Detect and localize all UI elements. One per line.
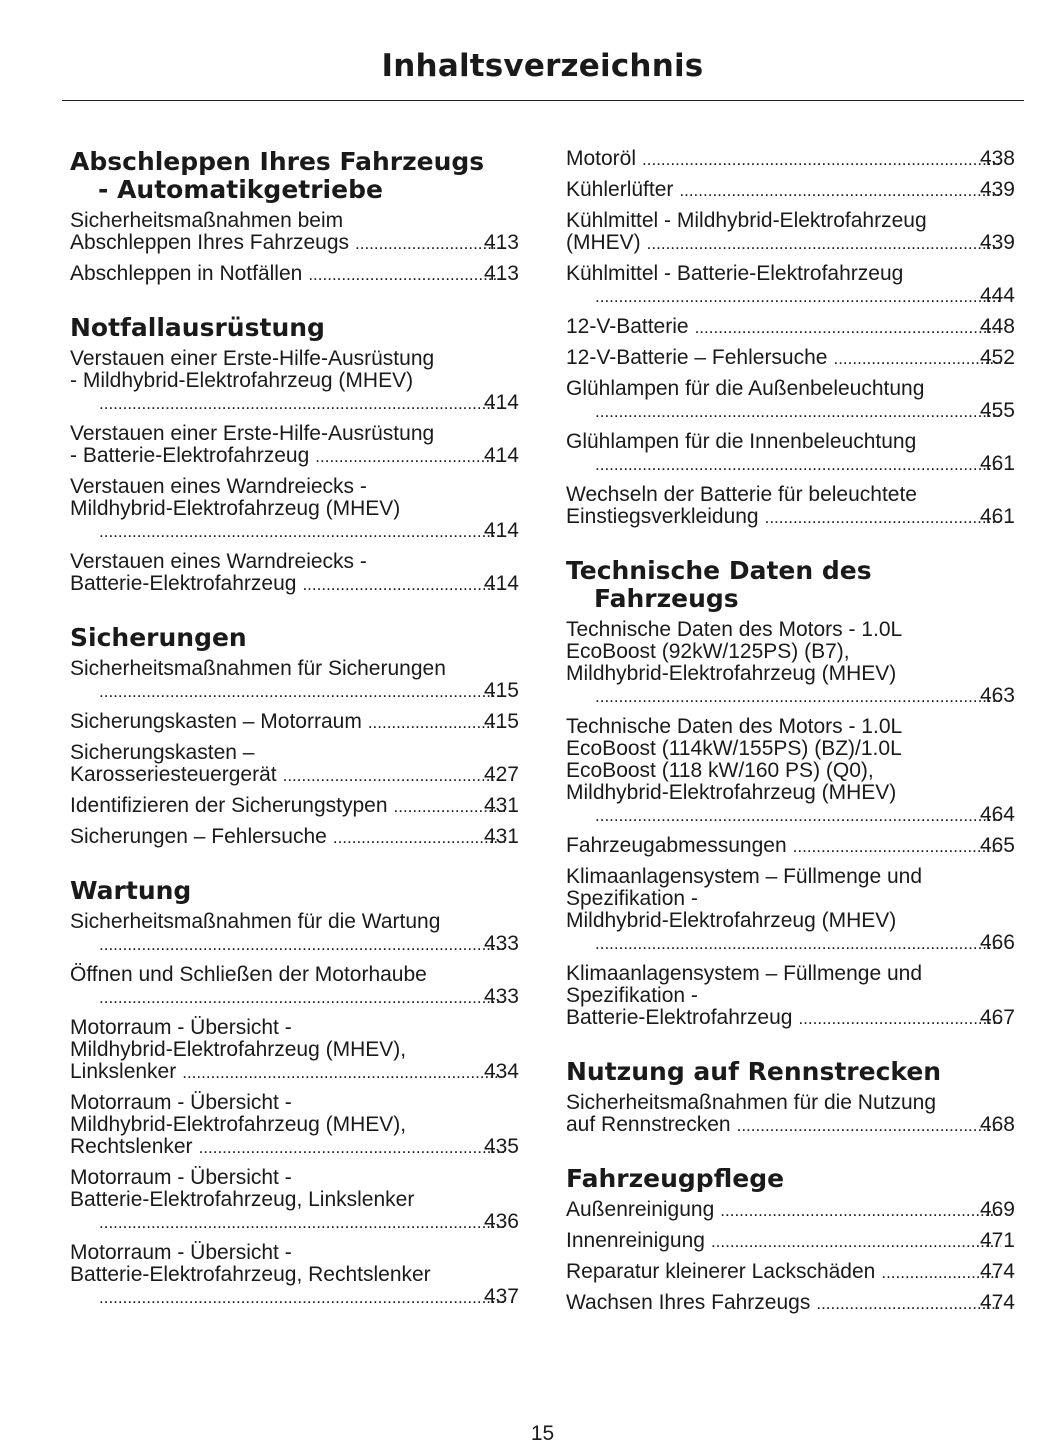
toc-entry-leader-row <box>566 1198 1015 1222</box>
dot-leader <box>798 1008 1001 1030</box>
toc-section <box>70 148 519 286</box>
toc-entry-text: Mildhybrid-Elektrofahrzeug (MHEV) <box>566 909 897 932</box>
dot-leader <box>711 1231 1001 1253</box>
toc-entry-text: Sicherheitsmaßnahmen für die Nutzung <box>566 1091 937 1114</box>
title-divider <box>62 100 1024 101</box>
toc-entry-leader-row <box>566 1291 1015 1315</box>
toc-entry-leader-row <box>589 804 1015 827</box>
toc-entry-leader-row <box>93 680 519 703</box>
toc-entry-leader-row <box>93 1286 519 1309</box>
toc-entry-leader-row <box>93 1211 519 1234</box>
dot-leader <box>99 987 505 1009</box>
toc-entry-page: 438 <box>979 147 1015 170</box>
dot-leader <box>99 393 505 415</box>
toc-entry-text: Klimaanlagensystem – Füllmenge und <box>566 962 923 985</box>
toc-entry[interactable] <box>70 210 519 255</box>
toc-entry-text: Mildhybrid-Elektrofahrzeug (MHEV) <box>566 662 897 685</box>
toc-entry-page: 436 <box>483 1210 519 1233</box>
toc-entry-page: 415 <box>483 710 519 733</box>
section-heading: Nutzung auf Rennstrecken <box>566 1057 942 1086</box>
toc-entry-leader-row <box>566 231 1015 255</box>
dot-leader <box>595 686 1001 708</box>
dot-leader <box>283 765 505 787</box>
toc-entry-text: - Mildhybrid-Elektrofahrzeug (MHEV) <box>70 369 414 392</box>
section-heading: Fahrzeugpflege <box>566 1164 785 1193</box>
toc-entry-page: 467 <box>979 1006 1015 1029</box>
toc-entry[interactable] <box>566 835 1015 858</box>
toc-entry-text: Motorraum - Übersicht - <box>70 1091 292 1114</box>
toc-entry[interactable] <box>566 963 1015 1030</box>
toc-entry-page: 461 <box>979 452 1015 475</box>
toc-section <box>70 877 519 1309</box>
toc-entry[interactable] <box>566 716 1015 827</box>
dot-leader <box>793 836 1001 858</box>
toc-entry-text: Rechtslenker <box>70 1135 193 1158</box>
toc-entry[interactable] <box>70 711 519 734</box>
toc-entry-page: 415 <box>483 679 519 702</box>
toc-entry-text: Glühlampen für die Innenbeleuchtung <box>566 430 917 453</box>
toc-entry-text: Motorraum - Übersicht - <box>70 1241 292 1264</box>
toc-entry-text: Kühlmittel - Batterie-Elektrofahrzeug <box>566 262 904 285</box>
toc-entry-text: Mildhybrid-Elektrofahrzeug (MHEV), <box>70 1038 407 1061</box>
toc-entry-page: 414 <box>483 572 519 595</box>
dot-leader <box>595 454 1001 476</box>
toc-entry[interactable] <box>70 348 519 415</box>
section-heading: Wartung <box>70 876 192 905</box>
toc-entry-text: Sicherheitsmaßnahmen für die Wartung <box>70 910 441 933</box>
dot-leader <box>679 180 1001 202</box>
toc-entry-leader-row <box>566 1229 1015 1253</box>
toc-entry-text: - Batterie-Elektrofahrzeug <box>70 444 310 467</box>
toc-entry[interactable] <box>70 476 519 543</box>
toc-entry-leader-row <box>93 520 519 543</box>
dot-leader <box>765 507 1001 529</box>
toc-entry-leader-row <box>566 1260 1015 1284</box>
toc-entry-text: Batterie-Elektrofahrzeug, Linkslenker <box>70 1188 415 1211</box>
toc-entry-leader-row <box>566 1006 1015 1030</box>
toc-entry-text: Reparatur kleinerer Lackschäden <box>566 1260 876 1283</box>
toc-column-left <box>70 148 519 1337</box>
toc-entry-text: Einstiegsverkleidung <box>566 505 759 528</box>
toc-entry-page: 433 <box>483 932 519 955</box>
toc-entry-text: EcoBoost (92kW/125PS) (B7), <box>566 640 850 663</box>
toc-entry-text: Batterie-Elektrofahrzeug, Rechtslenker <box>70 1263 431 1286</box>
dot-leader <box>595 933 1001 955</box>
toc-entry[interactable] <box>566 1261 1015 1284</box>
toc-entry-leader-row <box>566 178 1015 202</box>
dot-leader <box>595 805 1001 827</box>
toc-entry-page: 439 <box>979 231 1015 254</box>
dot-leader <box>595 401 1001 423</box>
toc-entry-text: Motoröl <box>566 147 637 170</box>
dot-leader <box>642 149 1001 171</box>
toc-entry-text: Verstauen eines Warndreiecks - <box>70 550 367 573</box>
dot-leader <box>99 521 505 543</box>
dot-leader <box>816 1293 1001 1315</box>
toc-entry-page: 465 <box>979 834 1015 857</box>
toc-entry-leader-row <box>93 933 519 956</box>
toc-section <box>70 314 519 596</box>
toc-entry-text: Batterie-Elektrofahrzeug <box>70 572 297 595</box>
toc-entry[interactable] <box>566 1092 1015 1137</box>
toc-entry-text: Mildhybrid-Elektrofahrzeug (MHEV) <box>566 781 897 804</box>
toc-entry-text: EcoBoost (114kW/155PS) (BZ)/1.0L <box>566 737 902 760</box>
toc-entry-page: 434 <box>483 1060 519 1083</box>
toc-entry-leader-row <box>589 932 1015 955</box>
toc-entry[interactable] <box>70 911 519 956</box>
dot-leader <box>99 681 505 703</box>
toc-entry-text: EcoBoost (118 kW/160 PS) (Q0), <box>566 759 874 782</box>
toc-entry-leader-row <box>70 763 519 787</box>
toc-entry-page: 466 <box>979 931 1015 954</box>
toc-entry-page: 461 <box>979 505 1015 528</box>
toc-entry[interactable] <box>566 179 1015 202</box>
toc-entry[interactable] <box>70 263 519 286</box>
toc-entry-text: Verstauen einer Erste-Hilfe-Ausrüstung <box>70 422 435 445</box>
toc-entry[interactable] <box>566 431 1015 476</box>
toc-column-right <box>566 148 1015 1343</box>
toc-entry-leader-row <box>93 986 519 1009</box>
toc-entry-page: 464 <box>979 803 1015 826</box>
toc-entry-text: Karosseriesteuergerät <box>70 763 277 786</box>
toc-entry[interactable] <box>566 148 1015 171</box>
toc-entry[interactable] <box>566 1199 1015 1222</box>
toc-entry[interactable] <box>566 866 1015 955</box>
toc-entry[interactable] <box>70 795 519 818</box>
dot-leader <box>199 1137 505 1159</box>
toc-entry-page: 431 <box>483 794 519 817</box>
toc-entry[interactable] <box>566 263 1015 308</box>
toc-entry-text: (MHEV) <box>566 231 641 254</box>
toc-entry-leader-row <box>70 825 519 849</box>
toc-entry[interactable] <box>566 484 1015 529</box>
toc-entry-leader-row <box>566 346 1015 370</box>
toc-entry-text: 12-V-Batterie – Fehlersuche <box>566 346 828 369</box>
toc-entry-leader-row <box>70 231 519 255</box>
toc-entry-leader-row <box>566 505 1015 529</box>
toc-section <box>566 148 1015 529</box>
toc-entry-text: Sicherheitsmaßnahmen beim <box>70 209 344 232</box>
dot-leader <box>695 317 1001 339</box>
toc-entry-text: Abschleppen Ihres Fahrzeugs <box>70 231 349 254</box>
dot-leader <box>182 1062 505 1084</box>
toc-entry-page: 427 <box>483 763 519 786</box>
toc-entry-text: Batterie-Elektrofahrzeug <box>566 1006 793 1029</box>
toc-entry-leader-row <box>566 1113 1015 1137</box>
toc-entry-page: 431 <box>483 825 519 848</box>
toc-entry-page: 439 <box>979 178 1015 201</box>
toc-entry-leader-row <box>70 444 519 468</box>
toc-entry-text: Fahrzeugabmessungen <box>566 834 787 857</box>
toc-entry-text: Klimaanlagensystem – Füllmenge und <box>566 865 923 888</box>
section-heading: Abschleppen Ihres Fahrzeugs - Automatikgetriebe <box>70 147 485 204</box>
toc-entry-text: Linkslenker <box>70 1060 177 1083</box>
toc-entry-page: 414 <box>483 519 519 542</box>
toc-entry[interactable] <box>70 423 519 468</box>
dot-leader <box>647 233 1001 255</box>
toc-entry[interactable] <box>70 551 519 596</box>
toc-entry[interactable] <box>566 1292 1015 1315</box>
toc-entry-text: Identifizieren der Sicherungstypen <box>70 794 388 817</box>
toc-entry-page: 413 <box>483 231 519 254</box>
toc-entry[interactable] <box>70 826 519 849</box>
toc-entry-text: Verstauen eines Warndreiecks - <box>70 475 367 498</box>
toc-entry-leader-row <box>589 453 1015 476</box>
toc-entry-leader-row <box>70 794 519 818</box>
toc-entry-leader-row <box>589 685 1015 708</box>
toc-entry-page: 444 <box>979 284 1015 307</box>
section-heading: Sicherungen <box>70 623 247 652</box>
section-heading: Notfallausrüstung <box>70 313 325 342</box>
dot-leader <box>302 574 505 596</box>
toc-entry-text: auf Rennstrecken <box>566 1113 731 1136</box>
toc-entry-text: Technische Daten des Motors - 1.0L <box>566 715 903 738</box>
dot-leader <box>333 827 505 849</box>
toc-entry-text: Sicherungen – Fehlersuche <box>70 825 327 848</box>
toc-entry-leader-row <box>566 834 1015 858</box>
toc-section <box>70 624 519 849</box>
toc-entry[interactable] <box>70 658 519 703</box>
toc-entry[interactable] <box>70 1017 519 1084</box>
toc-entry-text: Abschleppen in Notfällen <box>70 262 303 285</box>
toc-entry[interactable] <box>70 1167 519 1234</box>
toc-section <box>566 1165 1015 1315</box>
toc-entry-page: 448 <box>979 315 1015 338</box>
toc-entry-leader-row <box>70 710 519 734</box>
toc-entry[interactable] <box>566 619 1015 708</box>
page-title: Inhaltsverzeichnis <box>381 48 704 84</box>
toc-entry-leader-row <box>589 285 1015 308</box>
toc-entry[interactable] <box>566 378 1015 423</box>
toc-entry[interactable] <box>566 316 1015 339</box>
toc-entry-text: Verstauen einer Erste-Hilfe-Ausrüstung <box>70 347 435 370</box>
toc-entry-page: 474 <box>979 1291 1015 1314</box>
dot-leader <box>315 446 505 468</box>
toc-entry-page: 468 <box>979 1113 1015 1136</box>
toc-entry[interactable] <box>70 1242 519 1309</box>
toc-entry-page: 471 <box>979 1229 1015 1252</box>
toc-entry-page: 474 <box>979 1260 1015 1283</box>
toc-entry-leader-row <box>93 392 519 415</box>
dot-leader <box>99 1287 505 1309</box>
toc-entry[interactable] <box>70 964 519 1009</box>
toc-entry-text: Motorraum - Übersicht - <box>70 1166 292 1189</box>
page-number: 15 <box>530 1422 555 1445</box>
toc-entry[interactable] <box>566 347 1015 370</box>
toc-entry-page: 452 <box>979 346 1015 369</box>
toc-entry[interactable] <box>70 1092 519 1159</box>
toc-entry-text: Innenreinigung <box>566 1229 705 1252</box>
toc-entry-leader-row <box>70 1135 519 1159</box>
toc-entry-text: Kühlerlüfter <box>566 178 674 201</box>
dot-leader <box>737 1115 1001 1137</box>
toc-entry-text: Spezifikation - <box>566 984 698 1007</box>
toc-section <box>566 1058 1015 1137</box>
toc-entry-page: 435 <box>483 1135 519 1158</box>
toc-entry[interactable] <box>566 210 1015 255</box>
toc-entry-page: 414 <box>483 391 519 414</box>
toc-entry-page: 463 <box>979 684 1015 707</box>
toc-entry-leader-row <box>589 400 1015 423</box>
toc-entry-leader-row <box>70 262 519 286</box>
toc-entry-leader-row <box>566 315 1015 339</box>
toc-entry-page: 469 <box>979 1198 1015 1221</box>
toc-entry-text: Kühlmittel - Mildhybrid-Elektrofahrzeug <box>566 209 927 232</box>
toc-entry-text: 12-V-Batterie <box>566 315 689 338</box>
dot-leader <box>308 264 505 286</box>
dot-leader <box>355 233 505 255</box>
toc-entry-text: Sicherungskasten – <box>70 741 255 764</box>
section-heading: Technische Daten des Fahrzeugs <box>566 556 872 613</box>
toc-entry[interactable] <box>566 1230 1015 1253</box>
toc-entry-text: Öffnen und Schließen der Motorhaube <box>70 963 427 986</box>
toc-entry-text: Spezifikation - <box>566 887 698 910</box>
toc-entry-text: Technische Daten des Motors - 1.0L <box>566 618 903 641</box>
toc-entry-text: Mildhybrid-Elektrofahrzeug (MHEV), <box>70 1113 407 1136</box>
dot-leader <box>99 934 505 956</box>
toc-entry-text: Wachsen Ihres Fahrzeugs <box>566 1291 811 1314</box>
toc-entry-leader-row <box>566 147 1015 171</box>
toc-entry-page: 413 <box>483 262 519 285</box>
toc-entry-page: 455 <box>979 399 1015 422</box>
dot-leader <box>720 1200 1001 1222</box>
toc-entry-leader-row <box>70 572 519 596</box>
toc-entry[interactable] <box>70 742 519 787</box>
toc-entry-page: 433 <box>483 985 519 1008</box>
toc-section <box>566 557 1015 1030</box>
toc-entry-text: Mildhybrid-Elektrofahrzeug (MHEV) <box>70 497 401 520</box>
dot-leader <box>595 286 1001 308</box>
toc-entry-text: Motorraum - Übersicht - <box>70 1016 292 1039</box>
toc-entry-text: Wechseln der Batterie für beleuchtete <box>566 483 917 506</box>
toc-entry-text: Sicherheitsmaßnahmen für Sicherungen <box>70 657 446 680</box>
toc-entry-leader-row <box>70 1060 519 1084</box>
dot-leader <box>99 1212 505 1234</box>
toc-entry-page: 437 <box>483 1285 519 1308</box>
toc-entry-text: Außenreinigung <box>566 1198 715 1221</box>
dot-leader <box>833 348 1000 370</box>
toc-entry-page: 414 <box>483 444 519 467</box>
toc-entry-text: Glühlampen für die Außenbeleuchtung <box>566 377 925 400</box>
toc-entry-text: Sicherungskasten – Motorraum <box>70 710 362 733</box>
